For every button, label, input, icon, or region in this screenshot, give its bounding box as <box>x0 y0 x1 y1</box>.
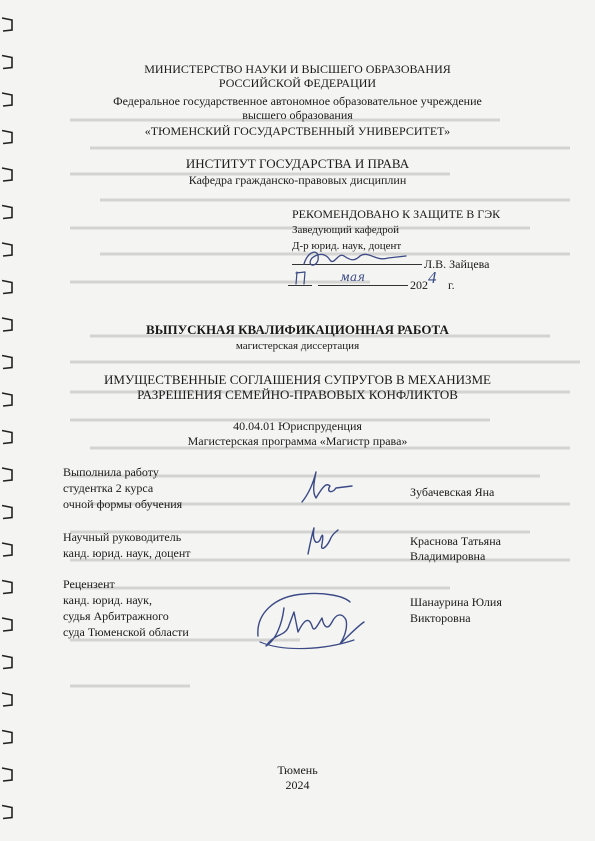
reviewer-label-1: Рецензент <box>63 577 115 591</box>
approval-name: Л.В. Зайцева <box>424 257 490 271</box>
thesis-title-line-1: ИМУЩЕСТВЕННЫЕ СОГЛАШЕНИЯ СУПРУГОВ В МЕХАНИЗМЕ <box>104 372 491 387</box>
department-name: Кафедра гражданско-правовых дисциплин <box>188 173 407 187</box>
supervisor-signature <box>300 524 344 560</box>
reviewer-label-2: канд. юрид. наук, <box>63 593 152 607</box>
binding-hole <box>2 356 12 369</box>
month-blank <box>318 285 408 286</box>
year: 2024 <box>285 778 310 792</box>
binding-hole <box>2 543 12 556</box>
binding-hole <box>2 693 12 706</box>
day-handwritten <box>292 270 312 286</box>
supervisor-label-2: канд. юрид. наук, доцент <box>63 546 191 560</box>
author-name: Зубачевская Яна <box>410 485 495 499</box>
author-label-1: Выполнила работу <box>63 465 159 479</box>
institution-line-2: высшего образования <box>242 108 353 122</box>
binding-hole <box>2 243 12 256</box>
head-of-department-signature <box>298 246 418 272</box>
specialty-code: 40.04.01 Юриспруденция <box>233 419 362 433</box>
binding-hole <box>2 281 12 294</box>
month-handwritten: мая <box>340 270 366 284</box>
author-label-2: студентка 2 курса <box>63 481 154 495</box>
binding-hole <box>2 18 12 31</box>
work-subtype: магистерская диссертация <box>235 340 360 352</box>
ministry-line-2: РОССИЙСКОЙ ФЕДЕРАЦИИ <box>218 76 377 90</box>
university-name: «ТЮМЕНСКИЙ ГОСУДАРСТВЕННЫЙ УНИВЕРСИТЕТ» <box>144 124 451 138</box>
binding-hole <box>2 731 12 744</box>
binding-hole <box>2 806 12 819</box>
approval-title: РЕКОМЕНДОВАНО К ЗАЩИТЕ В ГЭК <box>292 207 501 221</box>
reviewer-name-1: Шанаурина Юлия <box>410 595 502 609</box>
author-label-3: очной формы обучения <box>63 497 183 511</box>
approval-degree: Д-р юрид. наук, доцент <box>292 240 402 252</box>
binding-hole <box>2 206 12 219</box>
supervisor-label-1: Научный руководитель <box>63 530 182 544</box>
reviewer-label-4: суда Тюменской области <box>63 625 189 639</box>
institute-name: ИНСТИТУТ ГОСУДАРСТВА И ПРАВА <box>185 156 410 171</box>
binding-hole <box>2 656 12 669</box>
binding-hole <box>2 618 12 631</box>
city: Тюмень <box>277 763 318 777</box>
approval-year-prefix: 202 <box>410 278 428 292</box>
approval-year-suffix: г. <box>448 278 455 292</box>
institution-line-1: Федеральное государственное автономное образовательное учреждение <box>113 94 482 108</box>
supervisor-name-2: Владимировна <box>410 549 486 563</box>
binding-hole <box>2 581 12 594</box>
approval-position: Заведующий кафедрой <box>292 224 399 236</box>
program-name: Магистерская программа «Магистр права» <box>187 434 408 448</box>
reviewer-name-2: Викторовна <box>410 611 471 625</box>
ministry-line-1: МИНИСТЕРСТВО НАУКИ И ВЫСШЕГО ОБРАЗОВАНИЯ <box>144 62 451 76</box>
supervisor-name-1: Краснова Татьяна <box>410 534 501 548</box>
work-type: ВЫПУСКНАЯ КВАЛИФИКАЦИОННАЯ РАБОТА <box>146 322 449 337</box>
binding-hole <box>2 468 12 481</box>
binding-hole <box>2 506 12 519</box>
reviewer-signature <box>254 584 370 660</box>
reviewer-label-3: судья Арбитражного <box>63 609 169 623</box>
thesis-title-line-2: РАЗРЕШЕНИЯ СЕМЕЙНО-ПРАВОВЫХ КОНФЛИКТОВ <box>137 387 458 402</box>
author-signature <box>296 468 356 508</box>
approval-year-digit-handwritten: 4 <box>428 268 437 287</box>
